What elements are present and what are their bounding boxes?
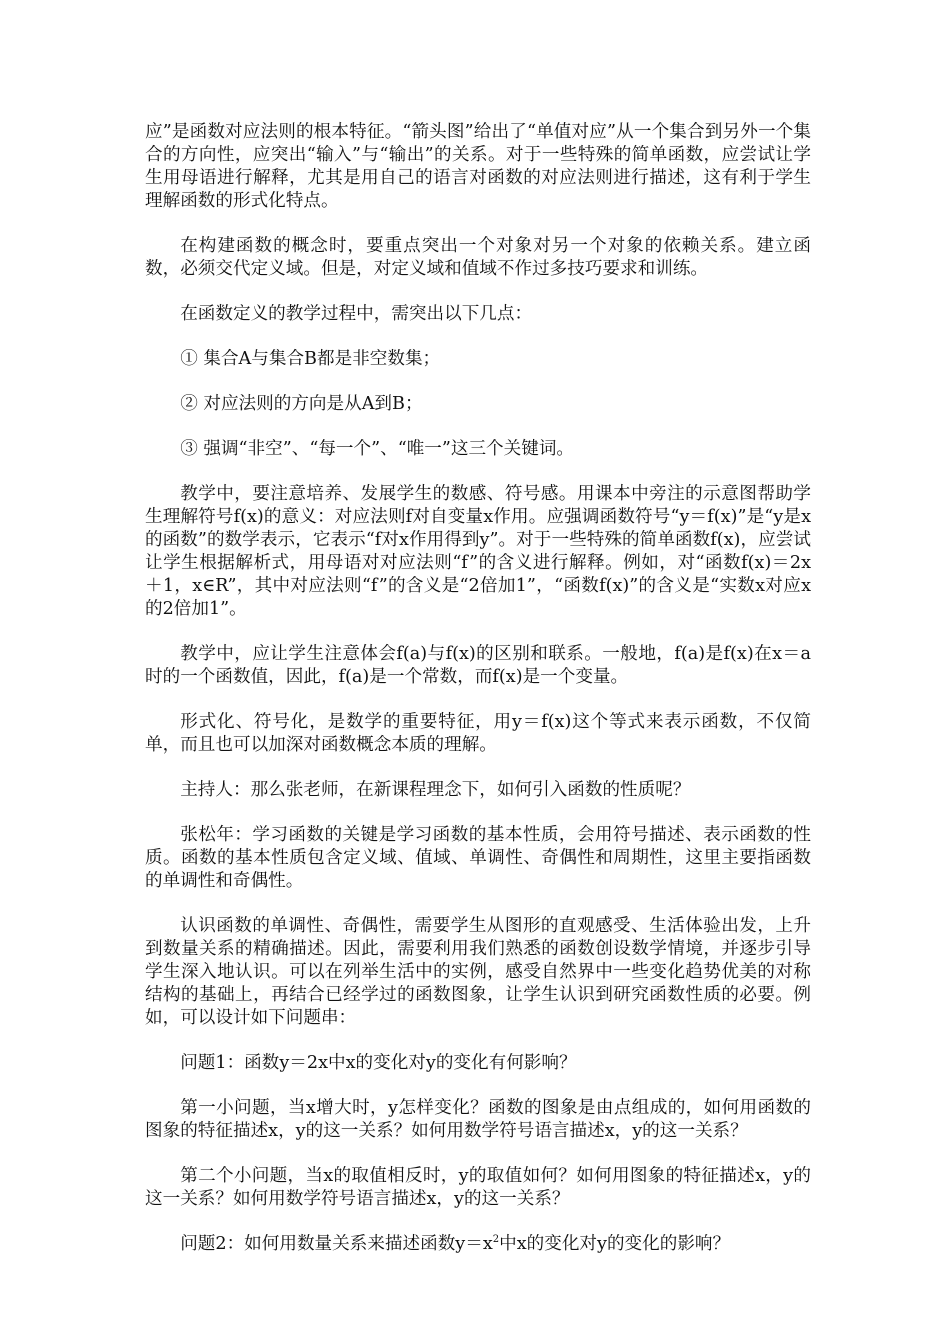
question-2-text-before: 问题2：如何用数量关系来描述函数y＝x (180, 1234, 493, 1254)
list-item-point-2: ② 对应法则的方向是从A到B； (180, 394, 423, 414)
paragraph-symbol-sense: 教学中，要注意培养、发展学生的数感、符号感。用课本中旁注的示意图帮助学生理解符号f(x)的意义：对应法则f对自变量x作用。应强调函数符号“y＝f(x)”是“y是x的函数”的数学表示，它表示“f对x作用得到y”。对于一些特殊的简单函数f(x)，应尝试让学生根据解析式，用母语对对应法则“f”的含义进行解释。例如，对“函数f(x)＝2x＋1，x∈R”，其中对应法则“f”的含义是“2倍加1”，“函数f(x)”的含义是“实数x对应x的2倍加1”。 (145, 484, 811, 619)
paragraph-zhang-answer: 张松年：学习函数的关键是学习函数的基本性质，会用符号描述、表示函数的性质。函数的基本性质包含定义域、值域、单调性、奇偶性和周期性，这里主要指函数的单调性和奇偶性。 (145, 825, 811, 891)
paragraph-formalization: 形式化、符号化，是数学的重要特征，用y＝f(x)这个等式来表示函数，不仅简单，而且也可以加深对函数概念本质的理解。 (145, 712, 811, 755)
question-2-text-after: 中x的变化对y的变化的影响？ (499, 1234, 731, 1254)
paragraph-subquestion-1: 第一小问题，当x增大时，y怎样变化？函数的图象是由点组成的，如何用函数的图象的特征描述x，y的这一关系？如何用数学符号语言描述x，y的这一关系？ (145, 1098, 811, 1141)
document-page (145, 121, 811, 1278)
list-item-point-1: ① 集合A与集合B都是非空数集； (180, 349, 441, 369)
paragraph-monotonicity-parity: 认识函数的单调性、奇偶性，需要学生从图形的直观感受、生活体验出发，上升到数量关系的精确描述。因此，需要利用我们熟悉的函数创设数学情境，并逐步引导学生深入地认识。可以在列举生活中的实例，感受自然界中一些变化趋势优美的对称结构的基础上，再结合已经学过的函数图象，让学生认识到研究函数性质的必要。例如，可以设计如下问题串： (145, 916, 811, 1028)
question-2-superscript: 2 (492, 1234, 500, 1246)
paragraph-question-1: 问题1：函数y＝2x中x的变化对y的变化有何影响？ (180, 1053, 577, 1073)
paragraph-definition-points: 在函数定义的教学过程中，需突出以下几点： (180, 304, 533, 324)
paragraph-function-mapping: 应”是函数对应法则的根本特征。“箭头图”给出了“单值对应”从一个集合到另外一个集合的方向性，应突出“输入”与“输出”的关系。对于一些特殊的简单函数，应尝试让学生用母语进行解释，尤其是用自己的语言对函数的对应法则进行描述，这有利于学生理解函数的形式化特点。 (145, 122, 811, 211)
paragraph-question-2 (145, 1233, 811, 1256)
paragraph-subquestion-2: 第二个小问题，当x的取值相反时，y的取值如何？如何用图象的特征描述x，y的这一关系？如何用数学符号语言描述x，y的这一关系？ (145, 1166, 811, 1209)
paragraph-dependency: 在构建函数的概念时，要重点突出一个对象对另一个对象的依赖关系。建立函数，必须交代定义域。但是，对定义域和值域不作过多技巧要求和训练。 (145, 236, 811, 279)
paragraph-host-question: 主持人：那么张老师，在新课程理念下，如何引入函数的性质呢？ (180, 780, 691, 800)
paragraph-fa-vs-fx: 教学中，应让学生注意体会f(a)与f(x)的区别和联系。一般地，f(a)是f(x)在x＝a时的一个函数值，因此，f(a)是一个常数，而f(x)是一个变量。 (145, 644, 811, 687)
list-item-point-3: ③ 强调“非空”、“每一个”、“唯一”这三个关键词。 (180, 439, 575, 459)
